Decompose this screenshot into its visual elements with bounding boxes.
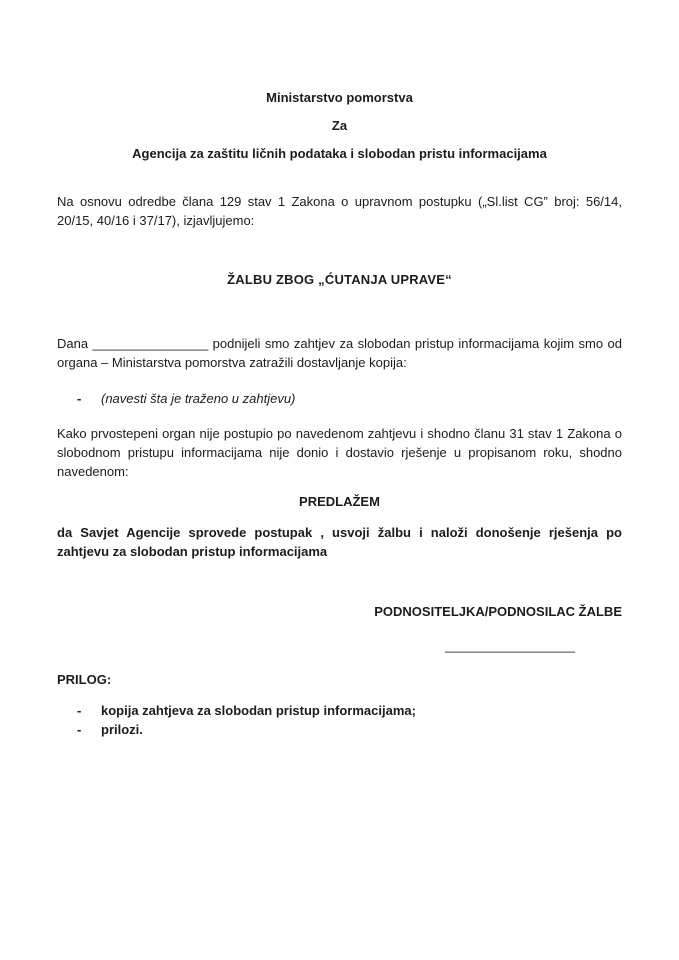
- document-title: ŽALBU ZBOG „ĆUTANJA UPRAVE“: [227, 272, 452, 287]
- attachments-heading: PRILOG:: [57, 672, 112, 687]
- attachment-text: prilozi.: [101, 722, 143, 737]
- attachments-list: [57, 701, 622, 739]
- proposal-heading: PREDLAŽEM: [299, 494, 380, 509]
- failure-paragraph: Kako prvostepeni organ nije postupio po navedenom zahtjevu i shodno članu 31 stav 1 Zakona o slobodnom pristupu informacijama nije donio i dostavio rješenje u propisanom roku, shodno navedenom:: [57, 426, 622, 479]
- list-dash-marker: -: [77, 722, 82, 737]
- recipient-ministry: Ministarstvo pomorstva: [266, 90, 413, 105]
- request-list-item: [57, 389, 622, 408]
- legal-basis-paragraph: Na osnovu odredbe člana 129 stav 1 Zakona o upravnom postupku („Sl.list CG” broj: 56/14, 20/15, 40/16 i 37/17), izjavljujemo:: [57, 194, 622, 228]
- attachment-item: [57, 701, 622, 720]
- recipient-preposition: Za: [331, 118, 348, 133]
- recipient-agency: Agencija za zaštitu ličnih podataka i slobodan pristu informacijama: [132, 146, 547, 161]
- document-header: [57, 88, 622, 163]
- list-dash-marker: -: [77, 703, 82, 718]
- proposal-text: da Savjet Agencije sprovede postupak , usvoji žalbu i naloži donošenje rješenja po zahtjevu za slobodan pristup informacijama: [57, 525, 622, 559]
- request-paragraph: Dana ________________ podnijeli smo zahtjev za slobodan pristup informacijama kojim smo od organa – Ministarstva pomorstva zatražili dostavljanje kopija:: [57, 336, 622, 370]
- list-dash-marker: -: [77, 391, 82, 406]
- attachment-item: [57, 720, 622, 739]
- request-list-text: (navesti šta je traženo u zahtjevu): [101, 391, 296, 406]
- signatory-label: PODNOSITELJKA/PODNOSILAC ŽALBE: [374, 604, 622, 619]
- attachment-text: kopija zahtjeva za slobodan pristup informacijama;: [101, 703, 416, 718]
- signature-line: __________________: [444, 638, 575, 653]
